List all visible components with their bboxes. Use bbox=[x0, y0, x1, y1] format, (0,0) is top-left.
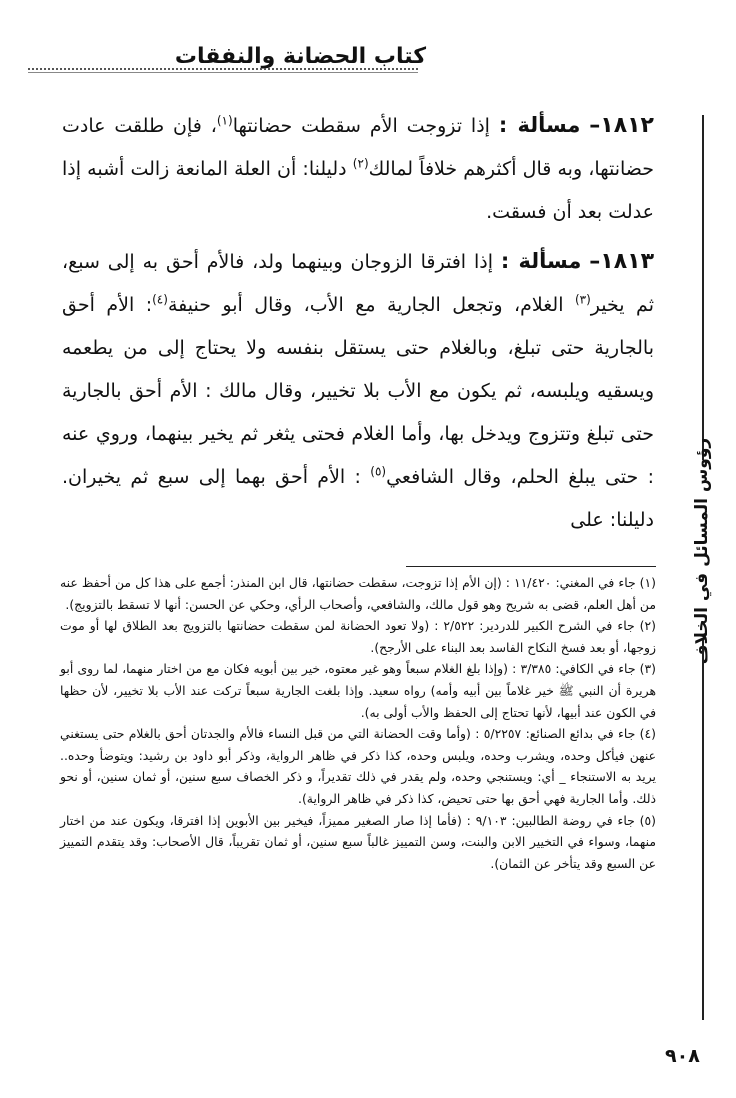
footnote-1: (١) جاء في المغني: ١١/٤٢٠ : (إن الأم إذا تزوجت، سقطت حضانتها، قال ابن المنذر: أجمع على هذا كل من أحفظ عنه من أهل العلم، قضى به شريح وهو قول مالك، والشافعي، وأصحاب الرأي، وحكي عن الحسن: أنها لا تسقط بالتزويج). bbox=[60, 575, 657, 612]
footnotes bbox=[60, 572, 656, 874]
side-book-title bbox=[676, 437, 728, 665]
side-book-title-text: رؤوس المسائل في الخلاف bbox=[692, 437, 712, 665]
side-vertical-rule-bottom bbox=[702, 640, 704, 1020]
footnote-ref: (٢) bbox=[352, 156, 369, 171]
footnote-ref: (٥) bbox=[370, 464, 387, 479]
running-header-title: كتاب الحضانة والنفقات bbox=[174, 44, 426, 69]
issue-paragraph-1813 bbox=[62, 240, 654, 542]
footnote-2: (٢) جاء في الشرح الكبير للدردير: ٢/٥٢٢ : (ولا تعود الحضانة لمن سقطت حضانتها بالتزويج بعد الطلاق لها أو موت زوجها، أو بعد فسخ النكاح الفاسد بعد البناء على الأرجح). bbox=[60, 618, 656, 655]
issue-keyword: مسألة : bbox=[498, 113, 581, 137]
side-vertical-rule-top bbox=[702, 115, 704, 460]
paragraph-text: إذا تزوجت الأم سقطت حضانتها bbox=[232, 115, 490, 137]
issue-keyword: مسألة : bbox=[500, 249, 582, 273]
footnote-4: (٤) جاء في بدائع الصنائع: ٥/٢٢٥٧ : (وأما وقت الحضانة التي من قبل النساء فالأم والجدتان أحق بالغلام حتى يستغني عنهن فيأكل وحده، ويشرب وحده، ويلبس وحده، كذا ذكر في ظاهر الرواية، وذكر أبو داود بن رشيد: ويتوضأ وحده.. يريد به الاستنجاء _ أي: ويستنجي وحده، ولم يقدر في ذلك تقديراً، و ذكر الخصاف سبع سنين، أو ثمان سنين، أو نحو ذلك. وأما الجارية فهي أحق بها حتى تحيض، كذا ذكر في ظاهر الرواية). bbox=[60, 726, 656, 806]
header-dotted-rule bbox=[28, 68, 418, 70]
paragraph-text: ، فإن طلقت عادت حضانتها، وبه قال أكثرهم خلافاً لمالك bbox=[62, 115, 654, 180]
paragraph-text: دليلنا: أن العلة المانعة زالت أشبه إذا عدلت بعد أن فسقت. bbox=[62, 158, 654, 223]
paragraph-text: : الأم أحق بالجارية حتى تبلغ، وبالغلام حتى يستقل بنفسه ولا يحتاج إلى من يطعمه ويسقيه ويلبسه، ثم يكون مع الأب بلا تخيير، وقال مالك : الأم أحق بالجارية حتى تبلغ وتتزوج ويدخل بها، وأما الغلام فحتى يثغر ثم يخير بينهما، وروي عنه : حتى يبلغ الحلم، وقال الشافعي bbox=[62, 294, 655, 488]
page-number: ٩٠٨ bbox=[665, 1045, 700, 1067]
issue-number: ١٨١٣– bbox=[589, 249, 655, 274]
footnote-ref: (٣) bbox=[574, 292, 591, 307]
paragraph-text: الغلام، وتجعل الجارية مع الأب، وقال أبو حنيفة bbox=[167, 294, 575, 316]
issue-paragraph-1812 bbox=[62, 104, 654, 234]
main-text bbox=[62, 104, 654, 548]
issue-number: ١٨١٢– bbox=[589, 113, 654, 138]
paragraph-text: إذا افترقا الزوجان وبينهما ولد، فالأم أحق به إلى سبع، ثم يخير bbox=[62, 251, 654, 316]
paragraph-text: : الأم أحق بهما إلى سبع ثم يخيران. دليلنا: على bbox=[62, 466, 654, 531]
footnote-ref: (١) bbox=[216, 113, 233, 128]
footnote-5: (٥) جاء في روضة الطالبين: ٩/١٠٣ : (فأما إذا صار الصغير مميزاً، فيخير بين الأبوين إذا افترقا، ويكون عند من اختار منهما، وسواء في التخيير الابن والبنت، وسن التمييز غالباً سبع سنين، أو ثمان تقريباً، قال الأصحاب: وقد يتقدم التمييز عن السبع وقد يتأخر عن الثمان). bbox=[60, 812, 657, 871]
header-rule bbox=[28, 72, 418, 73]
footnote-ref: (٤) bbox=[152, 292, 168, 307]
footnote-separator bbox=[406, 566, 656, 567]
footnote-3: (٣) جاء في الكافي: ٣/٣٨٥ : (وإذا بلغ الغلام سبعاً وهو غير معتوه، خير بين أبويه فكان مع من اختار منهما، لما روى أبو هريرة أن النبي ﷺ خير غلاماً بين أبيه وأمه) رواه سعيد. وإذا بلغت الجارية سبعاً تركت عند الأب بلا تخيير، لأن حظها في الكون عند أبيها، لأنها تحتاج إلى الحفظ والأب أولى به). bbox=[60, 661, 656, 720]
